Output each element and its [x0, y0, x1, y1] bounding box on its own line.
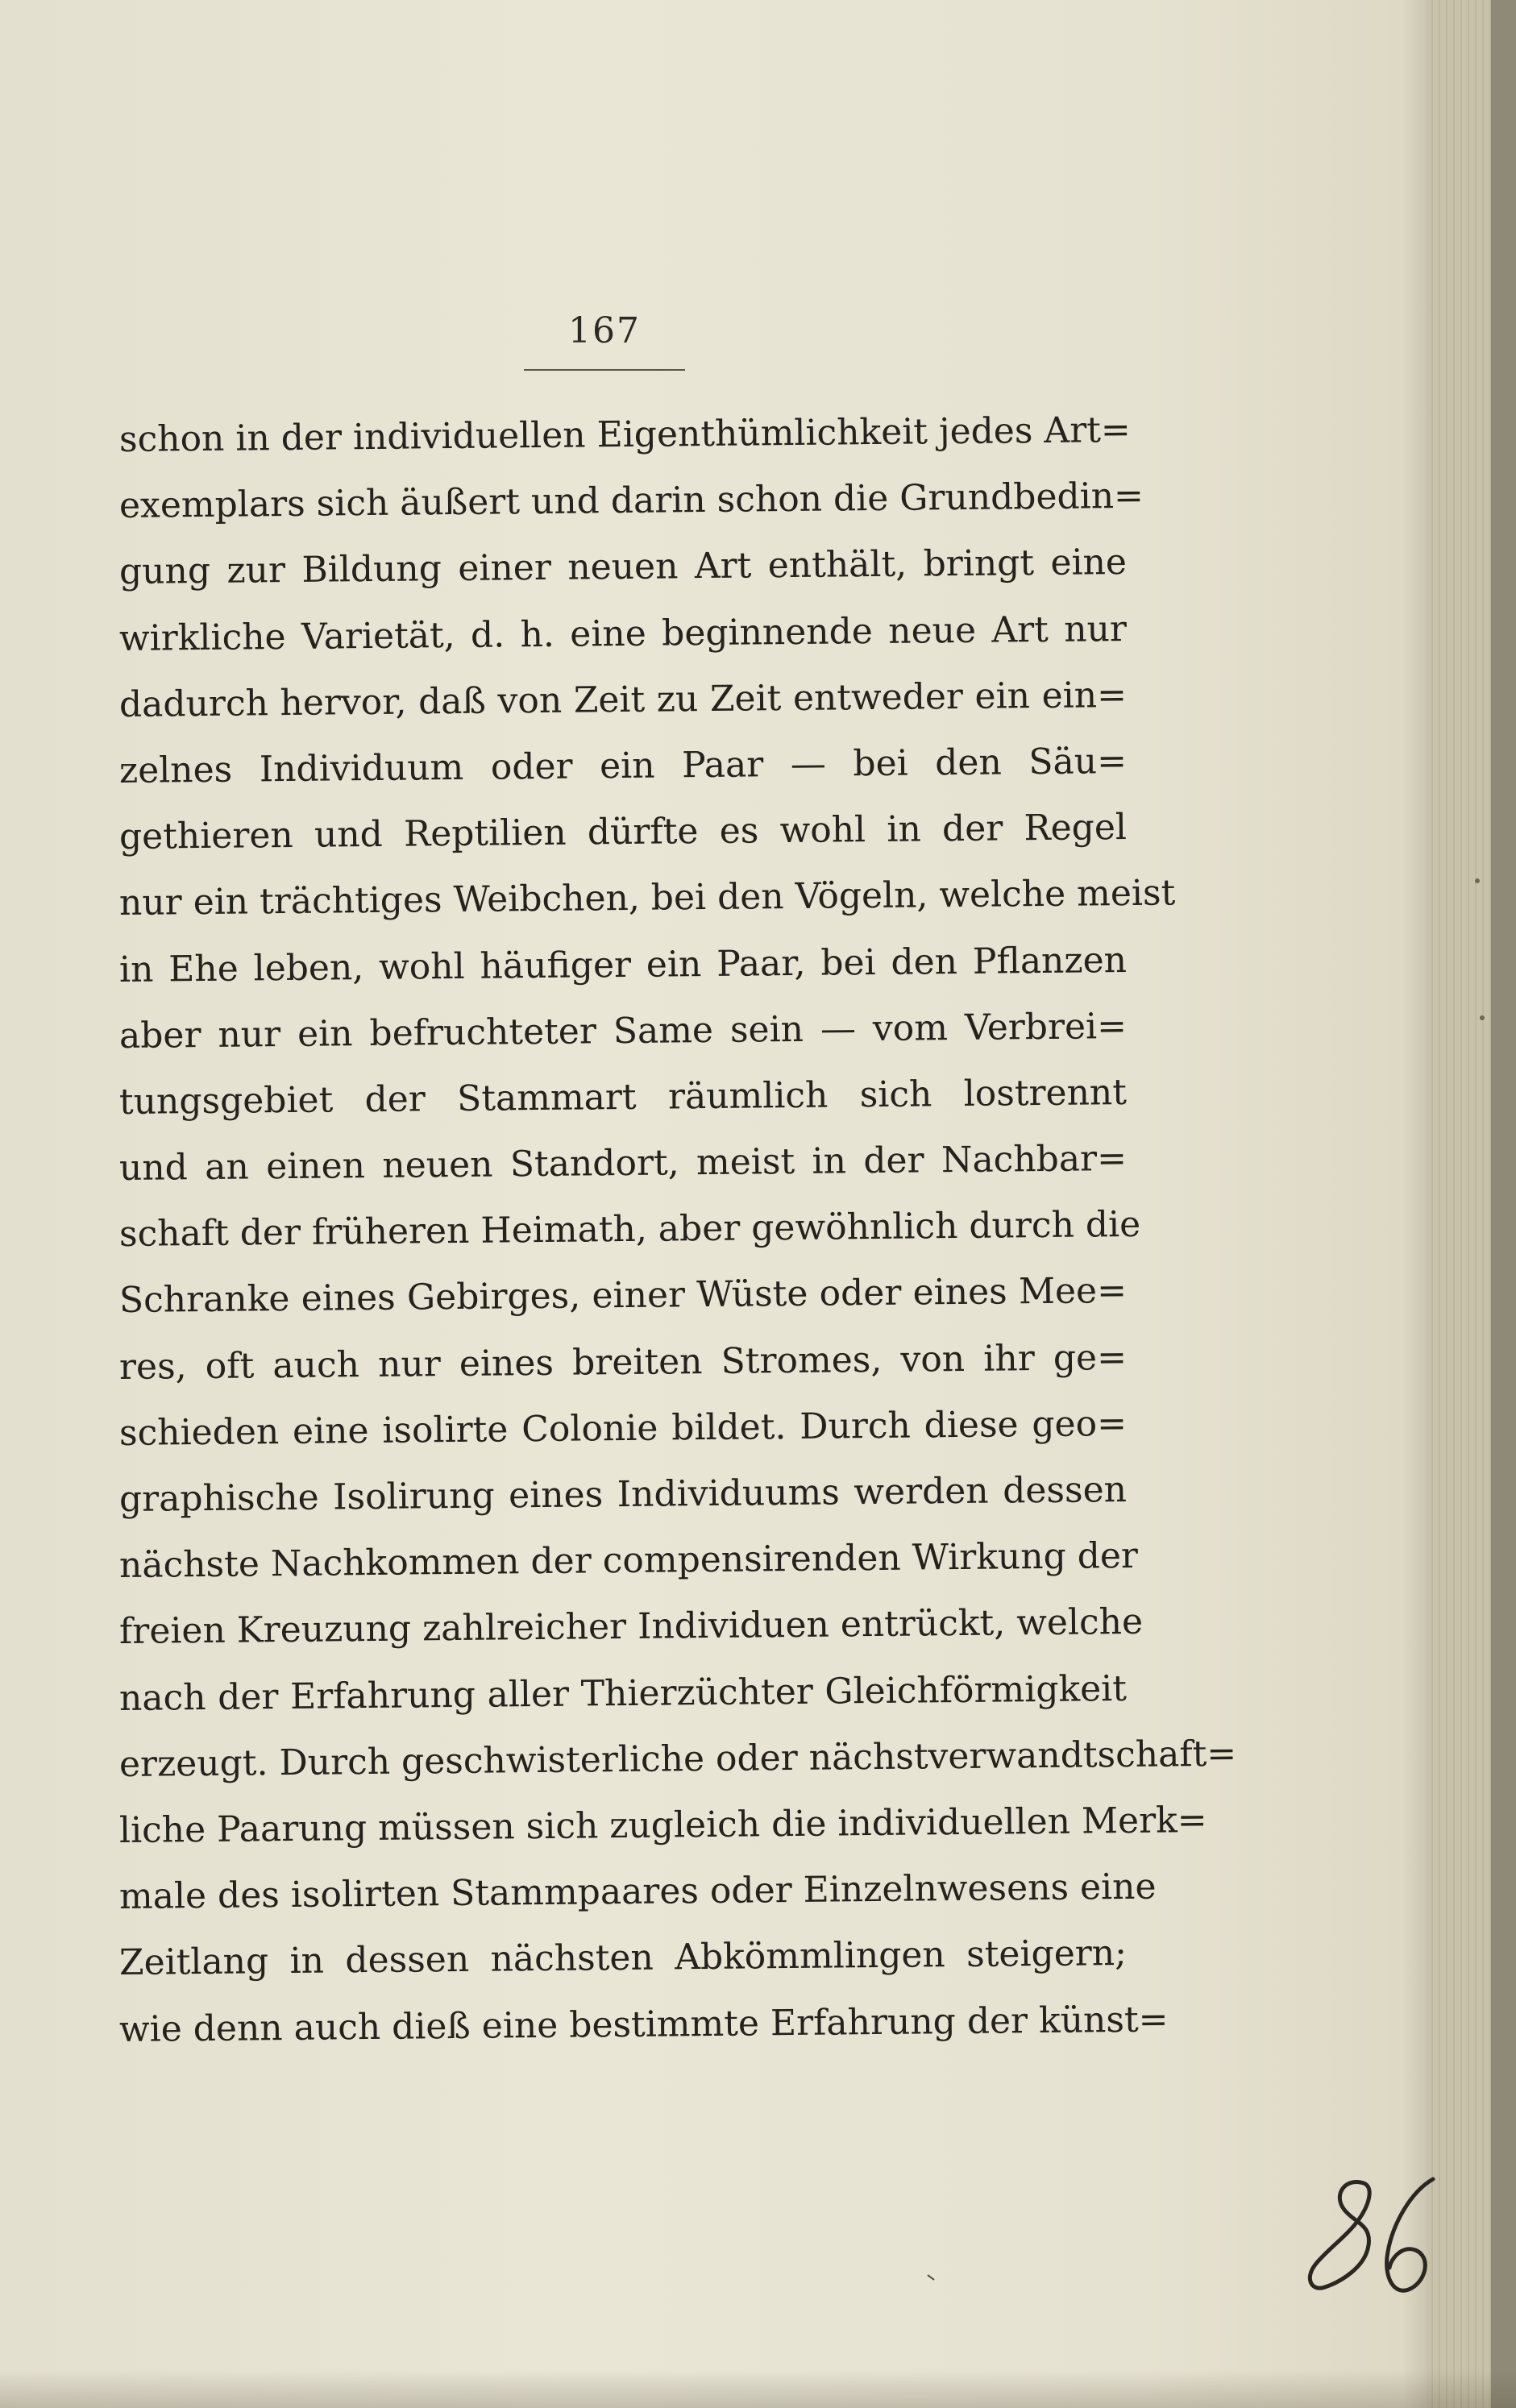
text-line: schon in der individuellen Eigenthümlichkeit jedes Art=	[118, 409, 1132, 460]
page-number: 167	[568, 310, 641, 351]
text-line: dadurch hervor, daß von Zeit zu Zeit entweder ein ein=	[118, 674, 1128, 725]
text-line: Zeitlang in dessen nächsten Abkömmlingen steigern;	[118, 1933, 1128, 1984]
text-line: schaft der früheren Heimath, aber gewöhnlich durch die	[118, 1204, 1141, 1256]
text-line: erzeugt. Durch geschwisterliche oder nächstverwandtschaft=	[118, 1733, 1237, 1785]
text-line: schieden eine isolirte Colonie bildet. Durch diese geo=	[118, 1402, 1128, 1454]
text-line: male des isolirten Stammpaares oder Einzelnwesens eine	[118, 1866, 1157, 1918]
text-line: exemplars sich äußert und darin schon die Grundbedin=	[118, 475, 1144, 527]
text-line: tungsgebiet der Stammart räumlich sich lostrennt	[118, 1071, 1128, 1123]
page-number-rule	[524, 369, 685, 371]
text-line: Schranke eines Gebirges, einer Wüste oder eines Mee=	[118, 1270, 1128, 1322]
handwritten-folio-number	[1298, 2168, 1459, 2329]
body-text	[118, 407, 1237, 2063]
text-line: wirkliche Varietät, d. h. eine beginnende neue Art nur	[118, 608, 1128, 659]
text-line: in Ehe leben, wohl häufiger ein Paar, bei den Pflanzen	[118, 939, 1128, 990]
text-line: gethieren und Reptilien dürfte es wohl in der Regel	[118, 807, 1128, 858]
bottom-edge-shadow	[0, 2369, 1516, 2408]
text-line: res, oft auch nur eines breiten Stromes, von ihr ge=	[118, 1336, 1128, 1388]
text-line: nächste Nachkommen der compensirenden Wirkung der	[118, 1535, 1139, 1587]
text-line: wie denn auch dieß eine bestimmte Erfahrung der künst=	[118, 1999, 1169, 2050]
text-line: und an einen neuen Standort, meist in der Nachbar=	[118, 1138, 1128, 1189]
book-edge-dark	[1491, 0, 1516, 2408]
text-line: zelnes Individuum oder ein Paar — bei den Säu=	[118, 740, 1128, 791]
text-line: nur ein trächtiges Weibchen, bei den Vögeln, welche meist	[118, 872, 1176, 924]
text-line: gung zur Bildung einer neuen Art enthält, bringt eine	[118, 542, 1128, 593]
text-line: liche Paarung müssen sich zugleich die individuellen Merk=	[118, 1799, 1207, 1851]
text-line: aber nur ein befruchteter Same sein — vom Verbrei=	[118, 1005, 1128, 1057]
stray-mark	[927, 2274, 935, 2281]
margin-speck	[1475, 878, 1480, 883]
margin-speck	[1480, 1015, 1485, 1020]
text-line: nach der Erfahrung aller Thierzüchter Gleichförmigkeit	[118, 1667, 1128, 1719]
text-line: freien Kreuzung zahlreicher Individuen entrückt, welche	[118, 1601, 1144, 1653]
text-line: graphische Isolirung eines Individuums werden dessen	[118, 1469, 1128, 1520]
